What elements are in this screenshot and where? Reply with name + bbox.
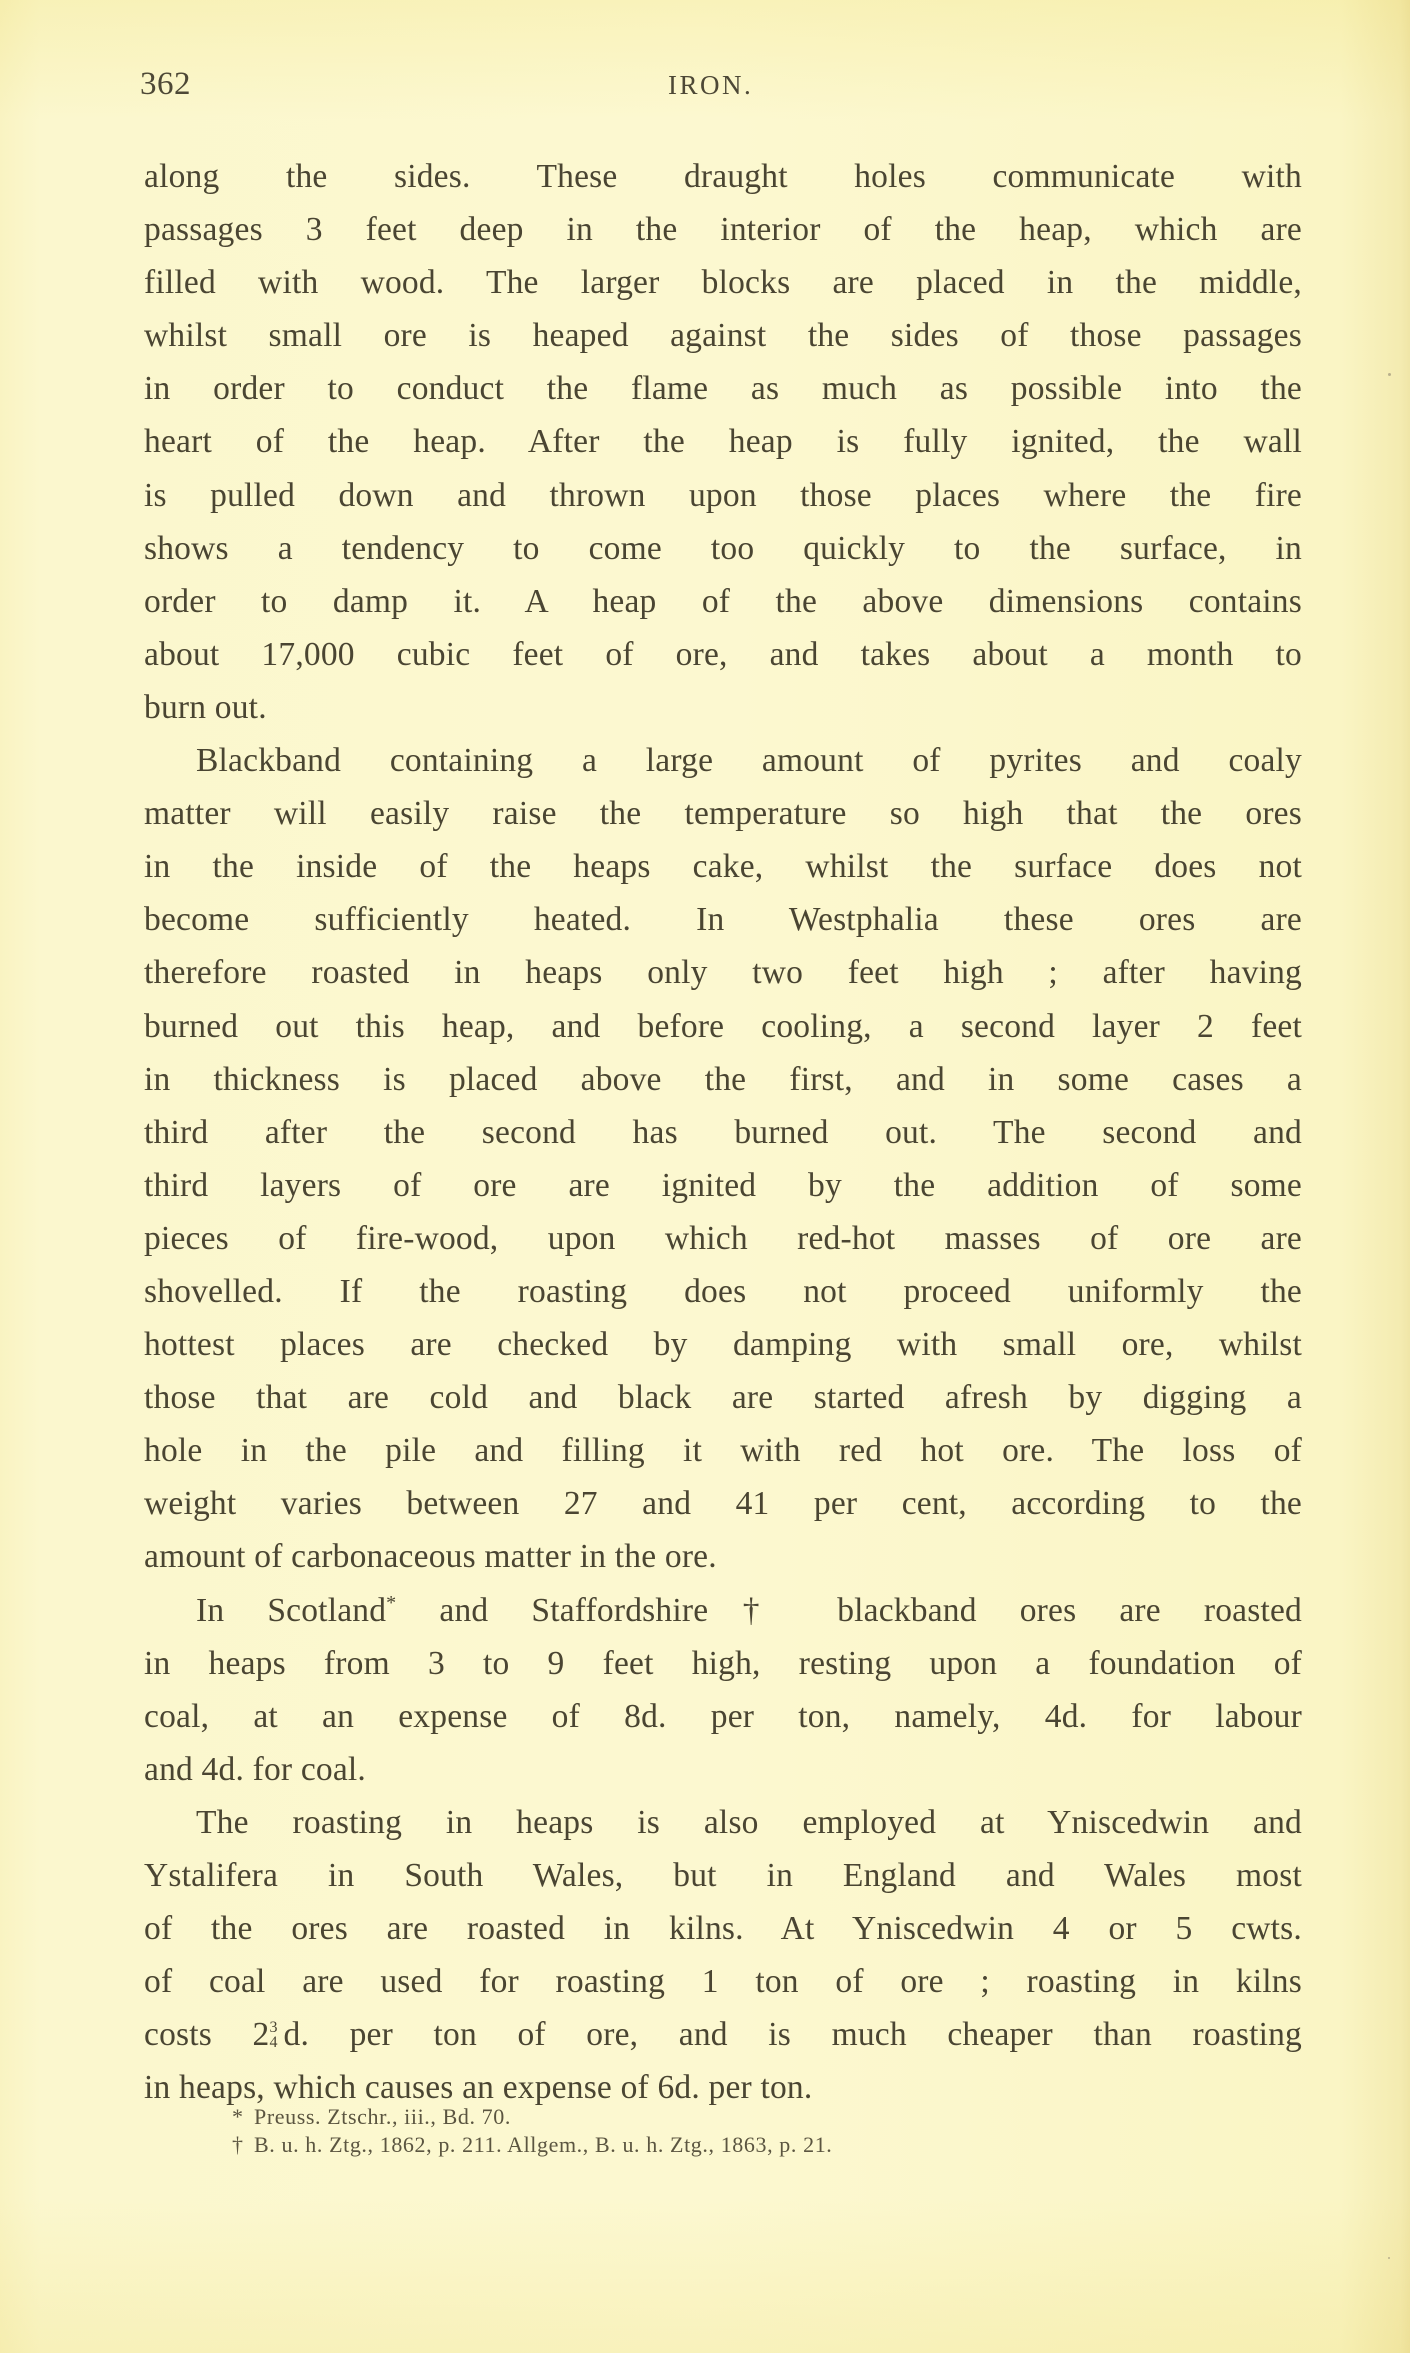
footnote-mark: † <box>232 2132 244 2157</box>
text-line: third layers of ore are ignited by the addition of some <box>144 1166 1302 1204</box>
paragraph-start-line <box>144 1584 1302 1637</box>
text-line: passages 3 feet deep in the interior of the heap, which are <box>144 211 1302 249</box>
text-line: in order to conduct the flame as much as possible into the <box>144 370 1302 408</box>
text-line: third after the second has burned out. The second and <box>144 1113 1302 1151</box>
text-line: burned out this heap, and before cooling, a second layer 2 feet <box>144 1007 1302 1045</box>
text-line: burn out. <box>144 688 267 726</box>
text-line: and 4d. for coal. <box>144 1750 367 1788</box>
text-line: amount of carbonaceous matter in the ore. <box>144 1538 717 1576</box>
text-fragment: In Scotland <box>196 1591 387 1629</box>
text-fragment: d. per ton of ore, and is much cheaper than roasting <box>283 2016 1302 2054</box>
text-line: heart of the heap. After the heap is fully ignited, the wall <box>144 423 1302 461</box>
text-line: coal, at an expense of 8d. per ton, namely, 4d. for labour <box>144 1697 1302 1735</box>
text-line: therefore roasted in heaps only two feet high ; after having <box>144 954 1302 992</box>
text-line: about 17,000 cubic feet of ore, and takes about a month to <box>144 635 1302 673</box>
text-fragment: and Staffordshire <box>396 1591 709 1629</box>
text-line: Ystalifera in South Wales, but in England and Wales most <box>144 1857 1302 1894</box>
page-number: 362 <box>140 66 191 102</box>
text-line: along the sides. These draught holes communicate with <box>144 158 1302 195</box>
text-line: whilst small ore is heaped against the sides of those passages <box>144 317 1302 355</box>
fraction-denominator: 4 <box>269 2034 278 2052</box>
text-line: those that are cold and black are started afresh by digging a <box>144 1379 1302 1417</box>
text-line: filled with wood. The larger blocks are placed in the middle, <box>144 264 1302 302</box>
text-fragment: costs 2 <box>144 2016 270 2054</box>
text-line: in heaps, which causes an expense of 6d. per ton. <box>144 2069 813 2107</box>
text-line: hole in the pile and filling it with red hot ore. The loss of <box>144 1432 1302 1470</box>
paragraph-start-line: The roasting in heaps is also employed at Yniscedwin and <box>196 1803 1302 1841</box>
footnotes <box>232 2103 1332 2159</box>
text-line: become sufficiently heated. In Westphalia these ores are <box>144 901 1302 939</box>
body-text <box>144 150 1302 2114</box>
footnote-mark: * <box>232 2104 244 2129</box>
text-fragment: blackband ores are roasted <box>794 1591 1302 1629</box>
footnote-asterisk <box>232 2103 1332 2131</box>
text-line: in heaps from 3 to 9 feet high, resting upon a foundation of <box>144 1644 1302 1682</box>
fraction-three-quarters <box>270 2020 284 2050</box>
footnote-dagger <box>232 2131 1332 2159</box>
paper-speck <box>1388 2257 1390 2259</box>
text-line: matter will easily raise the temperature so high that the ores <box>144 795 1302 833</box>
text-line <box>144 2008 1302 2061</box>
text-line: in the inside of the heaps cake, whilst the surface does not <box>144 848 1302 886</box>
text-line: shows a tendency to come too quickly to the surface, in <box>144 529 1302 567</box>
text-line: order to damp it. A heap of the above dimensions contains <box>144 582 1302 620</box>
running-head <box>140 66 1300 106</box>
text-line: hottest places are checked by damping with small ore, whilst <box>144 1326 1302 1364</box>
footnote-text: B. u. h. Ztg., 1862, p. 211. Allgem., B. u. h. Ztg., 1863, p. 21. <box>254 2132 833 2157</box>
paper-speck <box>1388 373 1391 376</box>
text-line: in thickness is placed above the first, and in some cases a <box>144 1060 1302 1098</box>
text-line: of coal are used for roasting 1 ton of ore ; roasting in kilns <box>144 1963 1302 2001</box>
text-line: is pulled down and thrown upon those places where the fire <box>144 476 1302 514</box>
text-line: shovelled. If the roasting does not proceed uniformly the <box>144 1272 1302 1310</box>
fraction-numerator: 3 <box>269 2019 278 2037</box>
footnote-ref-dagger[interactable]: † <box>708 1591 795 1629</box>
paragraph-start-line: Blackband containing a large amount of pyrites and coaly <box>196 742 1302 780</box>
footnote-text: Preuss. Ztschr., iii., Bd. 70. <box>254 2104 511 2129</box>
footnote-ref-asterisk[interactable]: * <box>386 1591 397 1614</box>
running-title: IRON. <box>668 70 754 100</box>
text-line: weight varies between 27 and 41 per cent, according to the <box>144 1485 1302 1523</box>
text-line: pieces of fire-wood, upon which red-hot masses of ore are <box>144 1219 1302 1257</box>
text-line: of the ores are roasted in kilns. At Yniscedwin 4 or 5 cwts. <box>144 1910 1302 1948</box>
